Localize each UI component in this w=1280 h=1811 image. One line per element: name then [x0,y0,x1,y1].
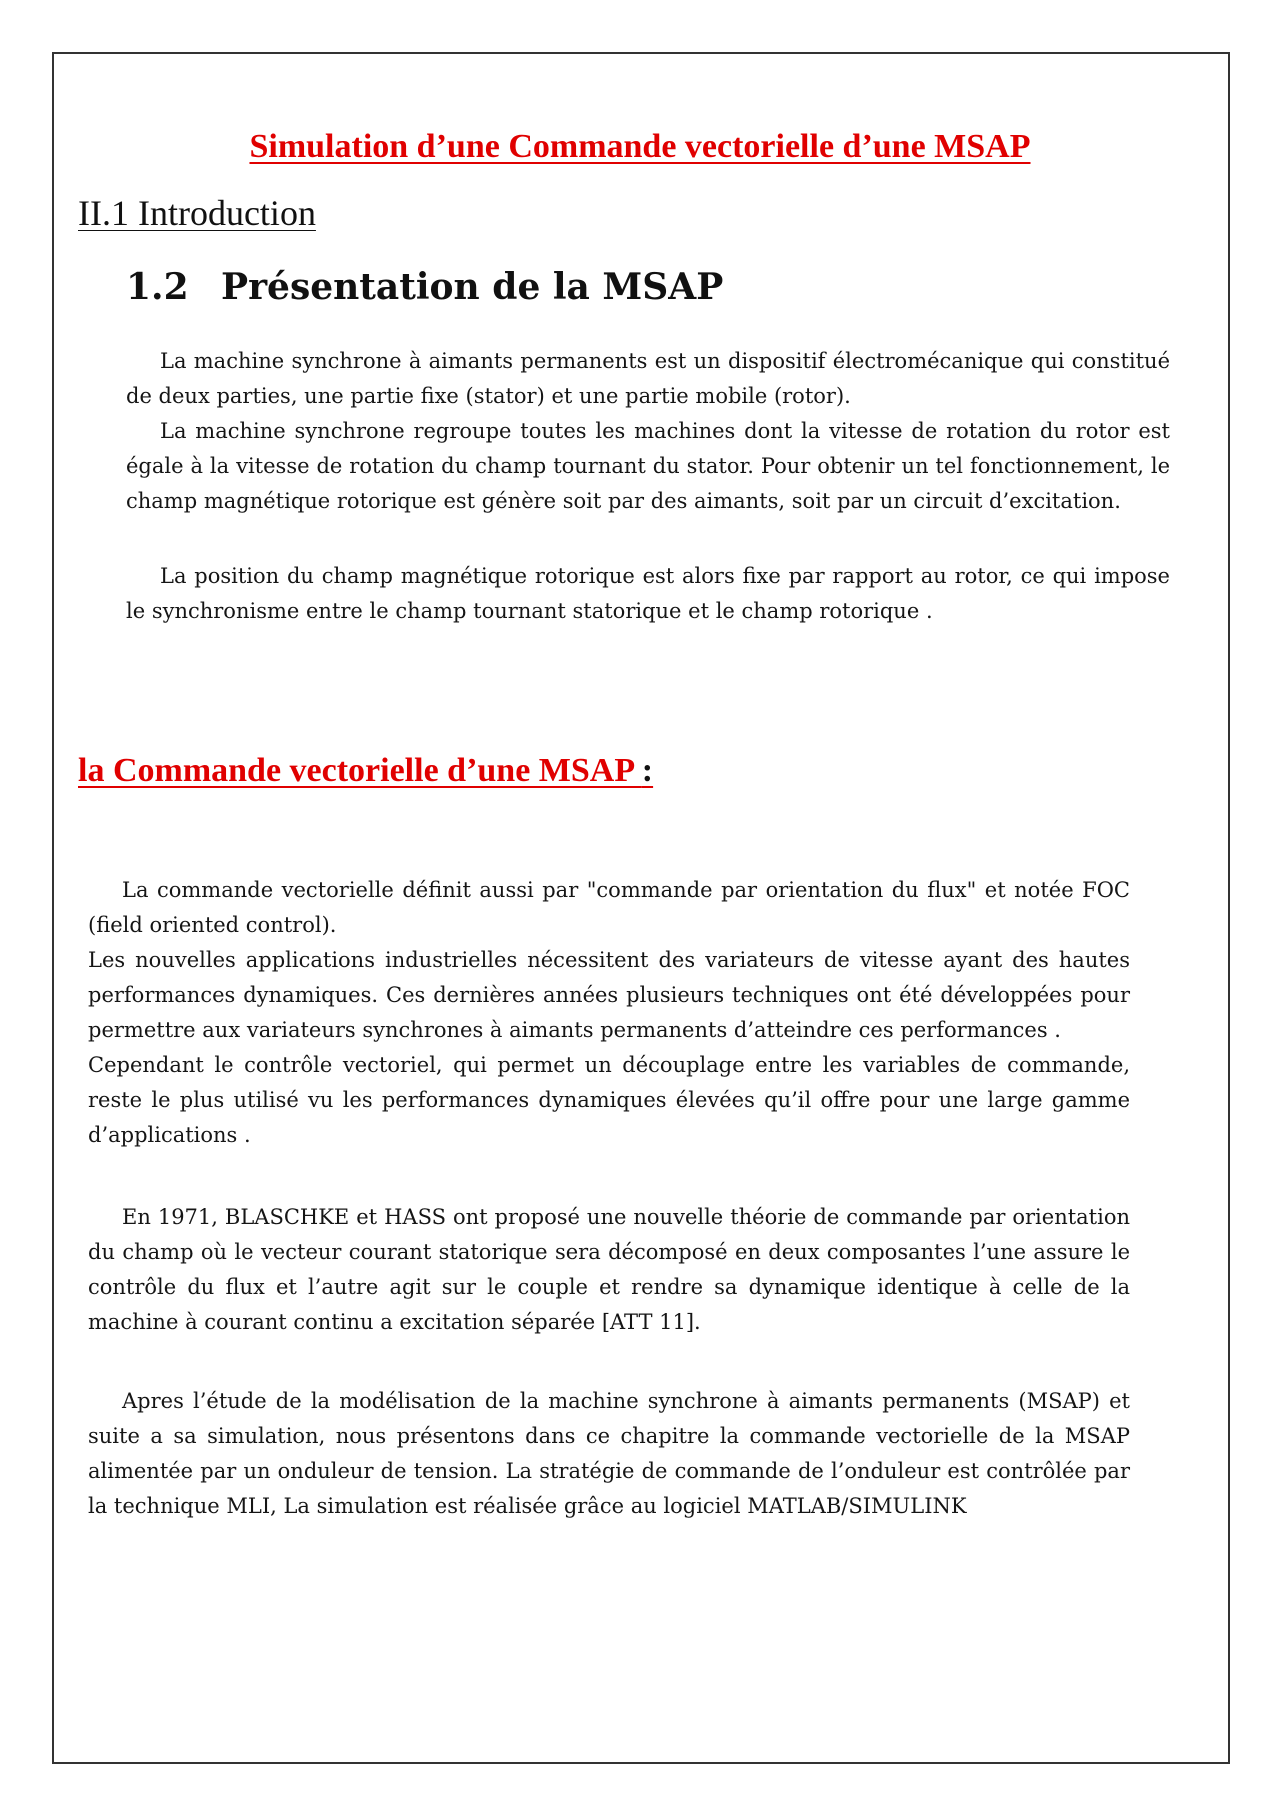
presentation-block-2 [126,559,1170,629]
commande-heading-colon: : [641,752,654,789]
commande-heading-text: la Commande vectorielle d’une MSAP [78,752,642,789]
presentation-block [126,344,1170,519]
section-number: 1.2 [126,266,189,308]
presentation-paragraph-3: La position du champ magnétique rotorique est alors fixe par rapport au rotor, ce qui impose le synchronisme entre le champ tournant statorique et le champ rotorique . [126,564,1170,623]
document-title: Simulation d’une Commande vectorielle d’une MSAP [249,128,1031,165]
commande-paragraph-1: La commande vectorielle définit aussi par "commande par orientation du flux" et notée FOC (field oriented control). [88,878,1130,937]
commande-block-3 [88,1384,1130,1524]
commande-paragraph-2: Les nouvelles applications industrielles nécessitent des variateurs de vitesse ayant des hautes performances dynamiques. Ces dernières années plusieurs techniques ont été développées pour permettre aux variateurs synchrones à aimants permanents d’atteindre ces performances . [88,948,1130,1042]
commande-paragraph-5: Apres l’étude de la modélisation de la machine synchrone à aimants permanents (MSAP) et suite a sa simulation, nous présentons dans ce chapitre la commande vectorielle de la MSAP alimentée par un onduleur de tension. La stratégie de commande de l’onduleur est contrôlée par la technique MLI, La simulation est réalisée grâce au logiciel MATLAB/SIMULINK [88,1389,1130,1518]
section-heading [126,266,723,308]
commande-paragraph-4: En 1971, BLASCHKE et HASS ont proposé une nouvelle théorie de commande par orientation du champ où le vecteur courant statorique sera décomposé en deux composantes l’une assure le contrôle du flux et l’autre agit sur le couple et rendre sa dynamique identique à celle de la machine à courant continu a excitation séparée [ATT 11]. [88,1205,1130,1334]
commande-block-2 [88,1200,1130,1340]
section-title: Présentation de la MSAP [221,266,724,308]
commande-block [88,873,1130,1153]
presentation-paragraph-1: La machine synchrone à aimants permanents est un dispositif électromécanique qui constitué de deux parties, une partie fixe (stator) et une partie mobile (rotor). [126,349,1170,408]
presentation-paragraph-2: La machine synchrone regroupe toutes les machines dont la vitesse de rotation du rotor est égale à la vitesse de rotation du champ tournant du stator. Pour obtenir un tel fonctionnement, le champ magnétique rotorique est génère soit par des aimants, soit par un circuit d’excitation. [126,419,1170,513]
commande-paragraph-3: Cependant le contrôle vectoriel, qui permet un découplage entre les variables de commande, reste le plus utilisé vu les performances dynamiques élevées qu’il offre pour une large gamme d’applications . [88,1053,1130,1147]
intro-heading: II.1 Introduction [78,193,316,233]
commande-heading [78,752,653,790]
